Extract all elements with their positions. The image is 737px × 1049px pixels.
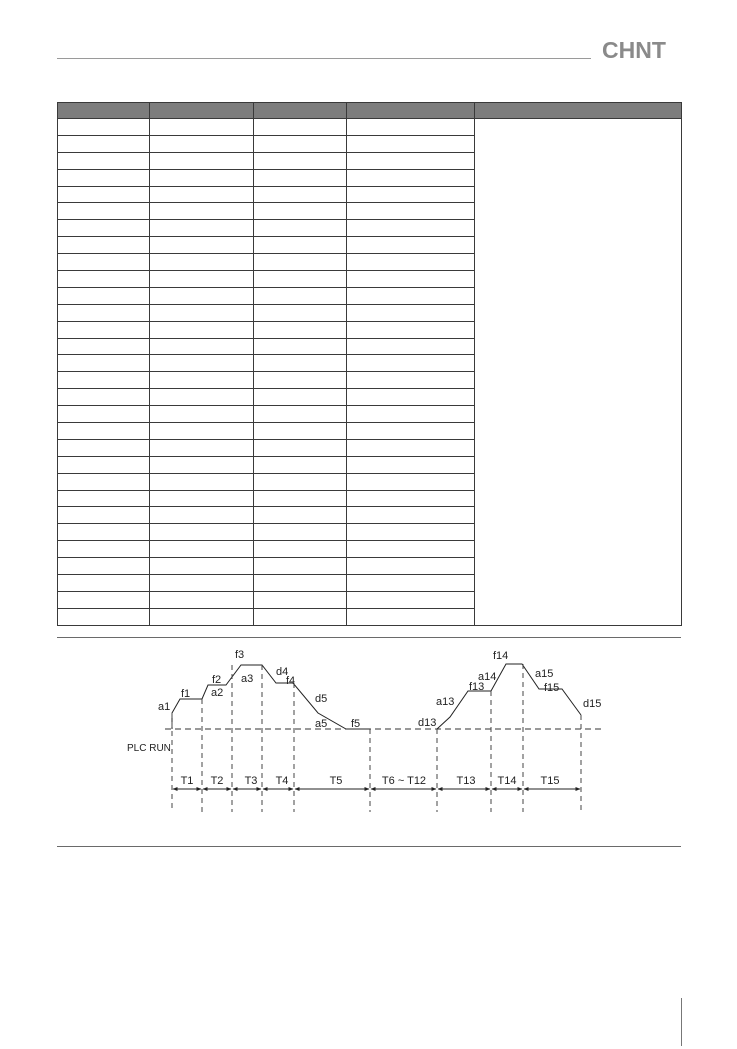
period-label: T5 <box>329 775 343 787</box>
period-label: T13 <box>456 775 476 787</box>
label-a2: a2 <box>211 687 224 699</box>
label-f1: f1 <box>181 688 191 700</box>
period-label: T4 <box>275 775 289 787</box>
label-a14: a14 <box>478 671 497 683</box>
label-f3: f3 <box>235 649 245 661</box>
label-d13: d13 <box>418 717 437 729</box>
label-f15: f15 <box>544 682 560 694</box>
label-a3: a3 <box>241 673 254 685</box>
label-f5: f5 <box>351 718 361 730</box>
label-f4: f4 <box>286 675 296 687</box>
frequency-curve-right <box>437 664 581 729</box>
plc-run-label: PLC RUN <box>127 743 171 754</box>
label-f2: f2 <box>212 674 222 686</box>
label-a1: a1 <box>158 701 171 713</box>
period-dividers <box>172 664 581 812</box>
label-f13: f13 <box>469 681 485 693</box>
page-edge-bar <box>681 998 682 1046</box>
label-a13: a13 <box>436 696 455 708</box>
label-a15: a15 <box>535 668 554 680</box>
label-f14: f14 <box>493 650 509 662</box>
period-label: T15 <box>540 775 560 787</box>
label-d15: d15 <box>583 698 602 710</box>
period-label: T1 <box>180 775 194 787</box>
label-d4: d4 <box>276 666 289 678</box>
label-d5: d5 <box>315 693 328 705</box>
period-label: T14 <box>497 775 517 787</box>
period-label: T2 <box>210 775 224 787</box>
chint-logo: CHNT <box>602 37 666 63</box>
label-a5: a5 <box>315 718 328 730</box>
period-label: T3 <box>244 775 258 787</box>
period-label: T6 ~ T12 <box>381 775 427 787</box>
